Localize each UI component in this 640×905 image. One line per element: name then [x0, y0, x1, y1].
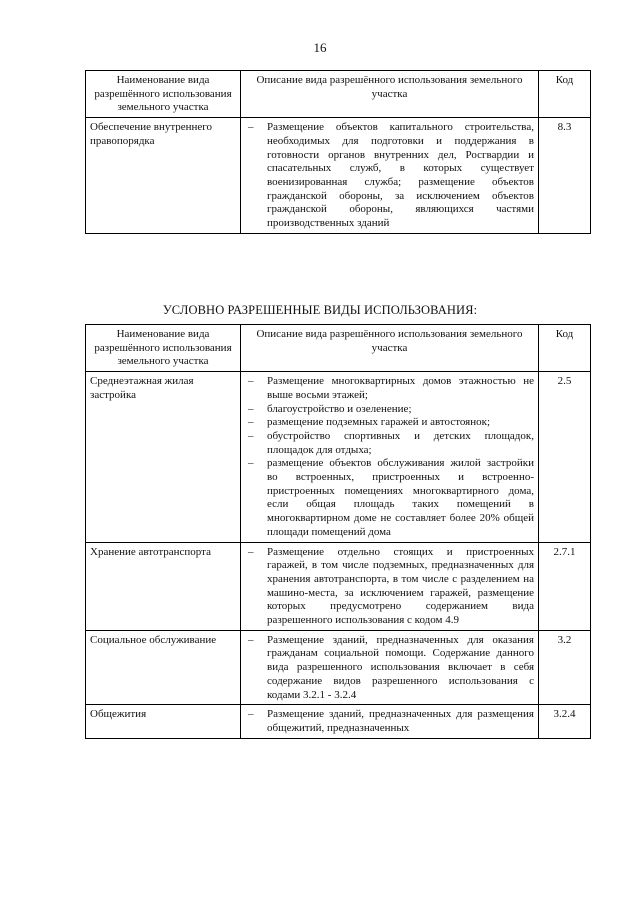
header-use-description: Описание вида разрешённого использования земельного участка [241, 71, 539, 118]
description-item: – Размещение объектов капитального строительства, необходимых для подготовки и поддержания в готовности органов внутренних дел, Росгвардии и спасательных служб, в которых существует военизированная служба; размещение объектов гражданской обороны, за исключением объектов гражданской обороны, являющихся частями производственных зданий [245, 121, 534, 231]
page-number: 16 [313, 40, 327, 55]
use-description [241, 542, 539, 630]
header-use-description: Описание вида разрешённого использования земельного участка [241, 325, 539, 372]
use-code: 8.3 [539, 118, 591, 234]
description-item: – размещение подземных гаражей и автостоянок; [245, 416, 534, 430]
header-code: Код [539, 71, 591, 118]
table-row [86, 372, 591, 542]
use-name: Социальное обслуживание [86, 630, 241, 705]
conditional-use-table [85, 324, 591, 739]
description-item: – размещение объектов обслуживания жилой застройки во встроенных, пристроенных и встроенно-пристроенных помещениях многоквартирного дома, если общая площадь таких помещений в многоквартирном доме не составляет более 20% общей площади помещений дома [245, 457, 534, 539]
description-item: – Размещение многоквартирных домов этажностью не выше восьми этажей; [245, 375, 534, 402]
table-row [86, 542, 591, 630]
header-code: Код [539, 325, 591, 372]
header-use-name: Наименование вида разрешённого использования земельного участка [86, 325, 241, 372]
use-description [241, 372, 539, 542]
description-item: – Размещение зданий, предназначенных для размещения общежитий, предназначенных [245, 708, 534, 735]
table-row [86, 118, 591, 234]
use-name: Среднеэтажная жилая застройка [86, 372, 241, 542]
use-code: 3.2.4 [539, 705, 591, 738]
use-name: Хранение автотранспорта [86, 542, 241, 630]
use-description [241, 118, 539, 234]
permitted-use-table [85, 70, 591, 234]
use-description [241, 705, 539, 738]
description-item: – Размещение зданий, предназначенных для оказания гражданам социальной помощи. Содержание данного вида разрешенного использования включает в себя содержание видов разрешенного использования с кодами 3.2.1 - 3.2.4 [245, 634, 534, 703]
use-name: Общежития [86, 705, 241, 738]
table-header-row [86, 325, 591, 372]
use-code: 2.7.1 [539, 542, 591, 630]
use-code: 2.5 [539, 372, 591, 542]
header-use-name: Наименование вида разрешённого использования земельного участка [86, 71, 241, 118]
use-name: Обеспечение внутреннего правопорядка [86, 118, 241, 234]
description-item: – обустройство спортивных и детских площадок, площадок для отдыха; [245, 430, 534, 457]
use-description [241, 630, 539, 705]
description-item: – благоустройство и озеленение; [245, 403, 534, 417]
table-row [86, 705, 591, 738]
table-row [86, 630, 591, 705]
section-heading: УСЛОВНО РАЗРЕШЕННЫЕ ВИДЫ ИСПОЛЬЗОВАНИЯ: [162, 303, 478, 317]
use-code: 3.2 [539, 630, 591, 705]
description-item: – Размещение отдельно стоящих и пристроенных гаражей, в том числе подземных, предназначенных для хранения автотранспорта, в том числе с разделением на машино-места, за исключением гаражей, размещение которых предусмотрено содержанием вида разрешенного использования с кодом 4.9 [245, 546, 534, 628]
table-header-row [86, 71, 591, 118]
